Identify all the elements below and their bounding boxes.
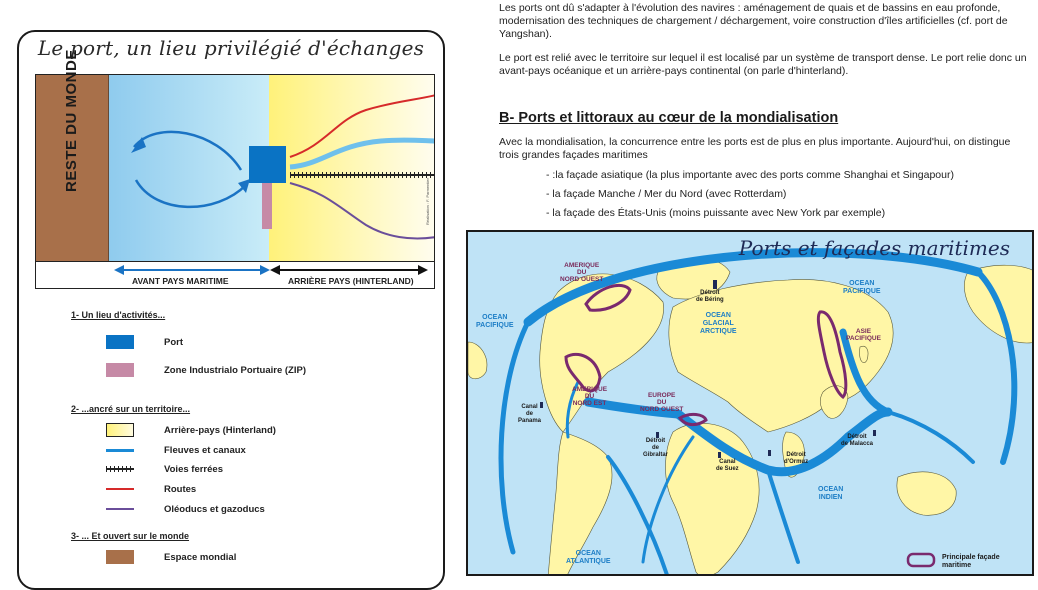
ocean-pacifique-right: OCEAN PACIFIQUE	[843, 280, 881, 295]
southeast-asia	[820, 386, 848, 419]
route-west-pacific	[501, 322, 528, 552]
region-asie-pacifique: ASIE PACIFIQUE	[846, 328, 881, 342]
legend-road-label: Routes	[164, 484, 197, 495]
map-drawing	[468, 232, 1034, 576]
strait-gibraltar: Détroit de Gibraltar	[643, 438, 669, 458]
legend-section-3-heading: 3- ... Et ouvert sur le monde	[71, 531, 190, 541]
bullet-europe: - la façade Manche / Mer du Nord (avec Rotterdam)	[546, 188, 787, 200]
road-legend-line	[106, 488, 134, 490]
west-fringe	[468, 342, 487, 379]
africa	[666, 423, 760, 576]
japan	[860, 346, 868, 362]
ocean-arctique: OCEAN GLACIAL ARCTIQUE	[700, 312, 737, 335]
schema-title: Le port, un lieu privilégié d'échanges	[37, 36, 425, 60]
malacca-marker	[873, 430, 876, 436]
legend-hinterland-label: Arrière-pays (Hinterland)	[164, 425, 276, 436]
bullet-asia: - :la façade asiatique (la plus importante avec des ports comme Shanghai et Singapour)	[546, 169, 954, 181]
reste-du-monde-label: RESTE DU MONDE	[63, 49, 80, 192]
arriere-pays-label: ARRIÈRE PAYS (HINTERLAND)	[288, 276, 414, 286]
world-swatch	[106, 550, 134, 564]
paragraph-1: Les ports ont dû s'adapter à l'évolution des navires : aménagement de quais et de bassins en eau profonde, modernisation des techniques de chargement / déchargement, voire construction d'îles artificielles (cf. port de Yangshan).	[499, 2, 1008, 40]
sea-area	[109, 75, 269, 262]
avant-pays-label: AVANT PAYS MARITIME	[132, 276, 229, 286]
strait-bering: Détroit de Béring	[696, 290, 724, 303]
legend-world-label: Espace mondial	[164, 552, 237, 563]
ocean-indien: OCEAN INDIEN	[818, 486, 844, 501]
zip-swatch	[106, 363, 134, 377]
world-ports-map	[466, 230, 1034, 576]
region-amerique-nord-ouest: AMERIQUE DU NORD OUEST	[560, 262, 604, 283]
ocean-atlantique: OCEAN ATLANTIQUE	[566, 550, 611, 565]
zip-rect	[262, 183, 272, 229]
ormuz-marker	[768, 450, 771, 456]
route-asia-oceania	[888, 412, 973, 462]
section-b-heading: B- Ports et littoraux au cœur de la mondialisation	[499, 110, 839, 126]
diagram-drawing	[36, 75, 435, 262]
port-schema-panel	[17, 30, 445, 590]
strait-suez: Canal de Suez	[716, 459, 739, 472]
map-legend-label: Principale façade maritime	[942, 554, 1000, 569]
bering-marker	[713, 280, 717, 289]
suez-marker	[718, 452, 721, 458]
strait-ormuz: Détroit d'Ormuz	[784, 452, 809, 465]
route-indian-south	[768, 470, 798, 562]
region-amerique-nord-est: AMERIQUE DU NORD EST	[572, 386, 608, 407]
legend-section-2-heading: 2- ...ancré sur un territoire...	[71, 404, 191, 414]
facade-legend-symbol	[908, 554, 934, 566]
hinterland-swatch	[106, 423, 134, 437]
region-europe-nord-ouest: EUROPE DU NORD OUEST	[640, 392, 684, 413]
legend-section-1-heading: 1- Un lieu d'activités...	[71, 310, 166, 320]
pipeline-legend-line	[106, 508, 134, 510]
diagram-credit: Réalisation : F. Parmentier	[425, 178, 430, 225]
strait-panama: Canal de Panama	[518, 404, 542, 424]
legend-port-label: Port	[164, 337, 183, 348]
river-legend-line	[106, 449, 134, 452]
avant-arriere-bar	[35, 261, 435, 289]
paragraph-2: Le port est relié avec le territoire sur lequel il est localisé par un système de transport dense. Le port relie donc un avant-pays océanique et un arrière-pays continental (on parle d'hinterland).	[499, 52, 1027, 77]
port-diagram	[35, 74, 435, 262]
map-title: Ports et façades maritimes	[738, 236, 1010, 260]
ocean-pacifique-left: OCEAN PACIFIQUE	[476, 314, 514, 329]
strait-malacca: Détroit de Malacca	[841, 434, 874, 447]
port-square	[249, 146, 286, 183]
legend-pipeline-label: Oléoducs et gazoducs	[164, 504, 265, 515]
australia	[897, 472, 956, 515]
port-swatch	[106, 335, 134, 349]
legend-river-label: Fleuves et canaux	[164, 445, 246, 456]
route-atlantic-south	[608, 457, 668, 576]
bullet-usa: - la façade des États-Unis (moins puissante avec New York par exemple)	[546, 207, 886, 219]
paragraph-3: Avec la mondialisation, la concurrence entre les ports est de plus en plus importante. Aujourd'hui, on distingue trois grandes façades maritimes	[499, 136, 1011, 161]
legend-zip-label: Zone Industrialo Portuaire (ZIP)	[164, 365, 306, 376]
legend-railway-label: Voies ferrées	[164, 464, 223, 475]
